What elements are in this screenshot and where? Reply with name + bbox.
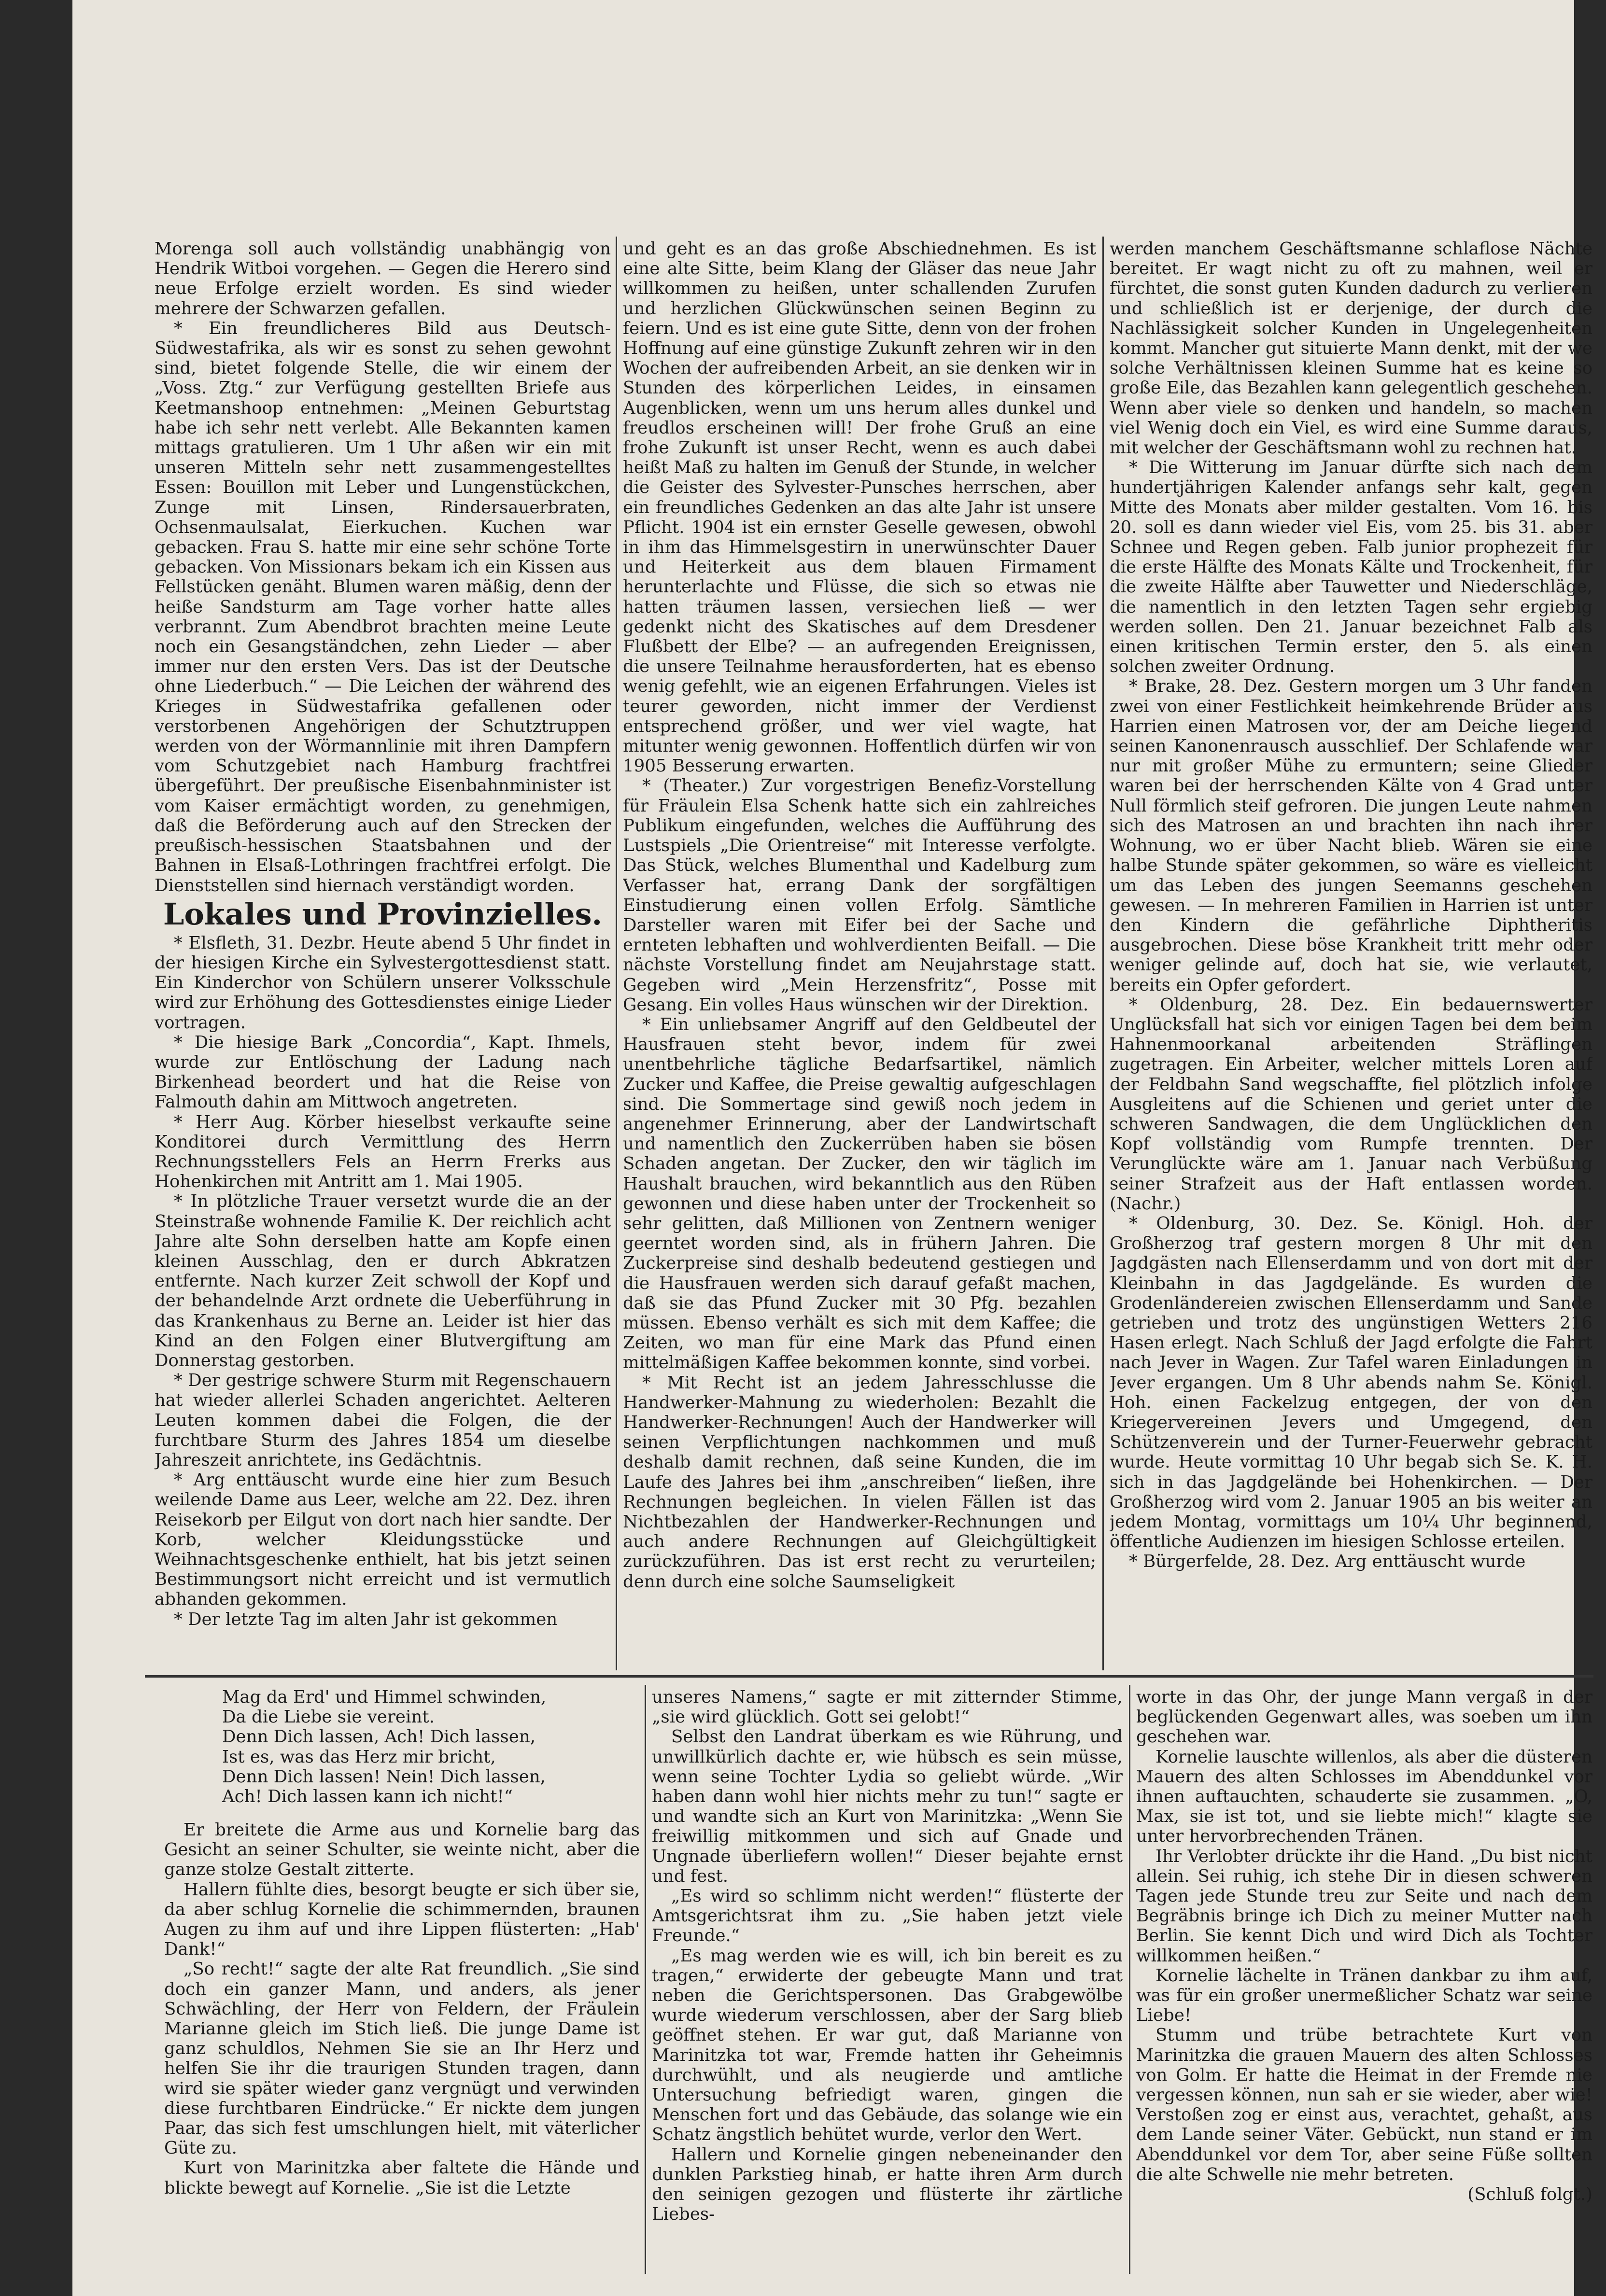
story-paragraph: worte in das Ohr, der junge Mann vergaß in der beglückenden Gegenwart alles, was soeben um ihn geschehen war. (1136, 1687, 1592, 1747)
poem-line: Denn Dich lassen! Nein! Dich lassen, (222, 1766, 546, 1787)
lower-column-3 (1136, 1687, 1592, 2271)
story-paragraph: Kurt von Marinitzka aber faltete die Hände und blickte bewegt auf Kornelie. „Sie ist die Letzte (164, 2158, 640, 2198)
story-paragraph: Kornelie lächelte in Tränen dankbar zu ihm auf, was für ein großer unermeßlicher Schatz war seine Liebe! (1136, 1965, 1592, 2026)
article-paragraph: * (Theater.) Zur vorgestrigen Benefiz-Vorstellung für Fräulein Elsa Schenk hatte sich ein zahlreiches Publikum eingefunden, welches die Aufführung des Lustspiels „Die Orientreise“ mit Interesse verfolgte. Das Stück, welches Blumenthal und Kadelburg zum Verfasser hat, errang Dank der sorgfältigen Einstudierung einen vollen Erfolg. Sämtliche Darsteller waren mit Eifer bei der Sache und ernteten lebhaften und wohlverdienten Beifall. — Die nächste Vorstellung findet am Neujahrstage statt. Gegeben wird „Mein Herzensfritz“, Posse mit Gesang. Ein volles Haus wünschen wir der Direktion. (623, 776, 1096, 1015)
article-paragraph: * Bürgerfelde, 28. Dez. Arg enttäuscht wurde (1129, 1552, 1526, 1572)
story-paragraph: Er breitete die Arme aus und Kornelie barg das Gesicht an seiner Schulter, sie weinte nicht, aber die ganze stolze Gestalt zitterte. (164, 1820, 640, 1880)
article-paragraph: * Elsfleth, 31. Dezbr. Heute abend 5 Uhr findet in der hiesigen Kirche ein Sylvestergottesdienst statt. Ein Kinderchor von Schülern unserer Volksschule wird zur Erhöhung des Gottesdienstes einige Lieder vortragen. (155, 933, 611, 1033)
article-paragraph: * Arg enttäuscht wurde eine hier zum Besuch weilende Dame aus Leer, welche am 22. Dez. ihren Reisekorb per Eilgut von dort nach hier sandte. Der Korb, welcher Kleidungsstücke und Weihnachtsgeschenke enthielt, hat bis jetzt seinen Bestimmungsort nicht erreicht und ist vermutlich abhanden gekommen. (155, 1470, 611, 1610)
story-paragraph: „Es mag werden wie es will, ich bin bereit es zu tragen,“ erwiderte der gebeugte Mann und trat neben die Gerichtspersonen. Das Grabgewölbe wurde wiederum verschlossen, aber der Sarg blieb geöffnet stehen. Er war gut, daß Marianne von Marinitzka tot war, Fremde hatten ihr Geheimnis durchwühlt, und als neugierde und amtliche Untersuchung befriedigt waren, gingen die Menschen fort und das Gebäude, das solange wie ein Schatz ängstlich behütet wurde, verlor den Wert. (652, 1946, 1123, 2145)
article-paragraph: * Ein unliebsamer Angriff auf den Geldbeutel der Hausfrauen steht bevor, indem für zwei unentbehrliche tägliche Bedarfsartikel, nämlich Zucker und Kaffee, die Preise gewaltig aufgeschlagen sind. Die Sommertage sind gewiß noch jedem in angenehmer Erinnerung, aber der Landwirtschaft und namentlich den Zuckerrüben haben sie bösen Schaden angetan. Der Zucker, den wir täglich im Haushalt brauchen, wird bekanntlich aus den Rüben gewonnen und diese haben unter der Trockenheit so sehr gelitten, daß Millionen von Zentnern weniger geerntet worden sind, als in frühern Jahren. Die Zuckerpreise sind deshalb bedeutend gestiegen und die Hausfrauen werden sich darauf gefaßt machen, daß sie das Pfund Zucker mit 30 Pfg. bezahlen müssen. Ebenso verhält es sich mit dem Kaffee; die Zeiten, wo man für eine Mark das Pfund einen mittelmäßigen Kaffee bekommen konnte, sind vorbei. (623, 1014, 1096, 1373)
continuation-note: (Schluß folgt.) (1467, 2184, 1592, 2205)
section-heading: Lokales und Provinzielles. (163, 896, 603, 932)
story-paragraph: Hallern und Kornelie gingen nebeneinander den dunklen Parkstieg hinab, er hatte ihren Arm durch den seinigen gezogen und flüsterte ihr zärtliche Liebes- (652, 2144, 1123, 2225)
poem-line: Mag da Erd' und Himmel schwinden, (222, 1687, 547, 1707)
upper-column-3 (1110, 239, 1592, 1668)
article-paragraph: * Der gestrige schwere Sturm mit Regenschauern hat wieder allerlei Schaden angerichtet. Aelteren Leuten kommen dabei die Folgen, die der furchtbare Sturm des Jahres 1854 um dieselbe Jahreszeit anrichtete, ins Gedächtnis. (155, 1371, 611, 1470)
article-paragraph: * Mit Recht ist an jedem Jahresschlusse die Handwerker-Mahnung zu wiederholen: Bezahlt die Handwerker-Rechnungen! Auch der Handwerker will seinen Verpflichtungen nachkommen und muß deshalb damit rechnen, daß seine Kunden, die im Laufe des Jahres bei ihm „anschreiben“ ließen, ihre Rechnungen begleichen. In vielen Fällen ist das Nichtbezahlen der Handwerker-Rechnungen und auch andere Rechnungen auf Gleichgültigkeit zurückzuführen. Das ist erst recht zu verurteilen; denn durch eine solche Saumseligkeit (623, 1372, 1096, 1592)
newspaper-page (72, 0, 1592, 2296)
story-paragraph: Hallern fühlte dies, besorgt beugte er sich über sie, da aber schlug Kornelie die schimmernden, braunen Augen zu ihm auf und ihre Lippen flüsterten: „Hab' Dank!“ (164, 1879, 640, 1960)
article-paragraph: * In plötzliche Trauer versetzt wurde die an der Steinstraße wohnende Familie K. Der reichlich acht Jahre alte Sohn derselben hatte am Kopfe einen kleinen Ausschlag, den er durch Abkratzen entfernte. Nach kurzer Zeit schwoll der Kopf und der behandelnde Arzt ordnete die Ueberführung in das Krankenhaus zu Berne an. Leider ist hier das Kind an den Folgen einer Blutvergiftung am Donnerstag gestorben. (155, 1191, 611, 1371)
article-paragraph: * Die hiesige Bark „Concordia“, Kapt. Ihmels, wurde zur Entlöschung der Ladung nach Birkenhead beordert und hat die Reise von Falmouth dahin am Mittwoch angetreten. (155, 1032, 611, 1112)
upper-column-1 (155, 239, 611, 1668)
upper-column-2 (623, 239, 1096, 1668)
column-divider (616, 237, 617, 1670)
poem-line: Ist es, was das Herz mir bricht, (222, 1747, 496, 1767)
article-paragraph: * Die Witterung im Januar dürfte sich nach dem hundertjährigen Kalender anfangs sehr kalt, gegen Mitte des Monats aber milder gestalten. Vom 16. bis 20. soll es dann wieder viel Eis, vom 25. bis 31. aber Schnee und Regen geben. Falb junior prophezeit für die erste Hälfte des Monats Kälte und Trockenheit, für die zweite Hälfte aber Tauwetter und Niederschläge, die namentlich in den letzten Tagen sehr ergiebig werden sollen. Den 21. Januar bezeichnet Falb als einen kritischen Termin erster, den 5. als einen solchen zweiter Ordnung. (1110, 458, 1592, 677)
column-divider (1102, 237, 1104, 1670)
story-paragraph: Kornelie lauschte willenlos, als aber die düsteren Mauern des alten Schlosses im Abenddunkel vor ihnen auftauchten, schauderte sie zusammen. „O, Max, sie ist tot, und sie liebte mich!“ klagte sie unter hervorbrechenden Tränen. (1136, 1747, 1592, 1847)
article-paragraph: * Oldenburg, 30. Dez. Se. Königl. Hoh. der Großherzog traf gestern morgen 8 Uhr mit den Jagdgästen nach Ellenserdamm und von dort mit der Kleinbahn in das Jagdgelände. Es wurden die Grodenländereien zwischen Ellenserdamm und Sande getrieben und trotz des ungünstigen Wetters 216 Hasen erlegt. Nach Schluß der Jagd erfolgte die Fahrt nach Jever in Wagen. Zur Tafel waren Einladungen in Jever ergangen. Um 8 Uhr abends nahm Se. Königl. Hoh. einen Fackelzug entgegen, der von den Kriegervereinen Jevers und Umgegend, den Schützenverein und der Turner-Feuerwehr gebracht wurde. Heute vormittag 10 Uhr begab sich Se. K. H. sich in das Jagdgelände bei Hohenkirchen. — Der Großherzog wird vom 2. Januar 1905 an bis weiter an jedem Montag, vormittags um 10¼ Uhr beginnend, öffentliche Audienzen im hiesigen Schlosse erteilen. (1110, 1213, 1592, 1552)
article-paragraph: * Brake, 28. Dez. Gestern morgen um 3 Uhr fanden zwei von einer Festlichkeit heimkehrende Brüder aus Harrien einen Matrosen vor, der am Deiche liegend seinen Kanonenrausch ausschlief. Der Schlafende war nur mit großer Mühe zu ermuntern; seine Glieder waren bei der herrschenden Kälte von 4 Grad unter Null förmlich steif gefroren. Die jungen Leute nahmen sich des Matrosen an und brachten ihn nach ihrer Wohnung, wo er über Nacht blieb. Wären sie eine halbe Stunde später gekommen, so wäre es vielleicht um das Leben des jungen Seemanns geschehen gewesen. — In mehreren Familien in Harrien ist unter den Kindern die gefährliche Diphtheritis ausgebrochen. Diese böse Krankheit tritt mehr oder weniger gelinde auf, doch hat sie, wie verlautet, bereits ein Opfer gefordert. (1110, 676, 1592, 995)
article-paragraph: und geht es an das große Abschiednehmen. Es ist eine alte Sitte, beim Klang der Gläser das neue Jahr willkommen zu heißen, unter schallenden Zurufen und herzlichen Glückwünschen seinen Beginn zu feiern. Und es ist eine gute Sitte, denn von der frohen Hoffnung auf eine günstige Zukunft zehren wir in den Wochen der aufreibenden Arbeit, an sie denken wir in Stunden des körperlichen Leides, in einsamen Augenblicken, wenn um uns herum alles dunkel und freudlos erscheinen will! Der frohe Gruß an eine frohe Zukunft ist unser Recht, wenn es auch dabei heißt Maß zu halten im Genuß der Stunde, in welcher die Geister des Sylvester-Punsches herrschen, aber ein freundliches Gedenken an das alte Jahr ist unsere Pflicht. 1904 ist ein ernster Geselle gewesen, obwohl in ihm das Himmelsgestirn in unerwünschter Dauer und Heiterkeit aus dem blauen Firmament herunterlachte und Flüsse, die sich so etwas nie hatten träumen lassen, versiechen ließ — wer gedenkt nicht des Skatisches auf dem Dresdener Flußbett der Elbe? — an aufregenden Ereignissen, die unsere Teilnahme herausforderten, hat es ebenso wenig gefehlt, wie an eigenen Erfahrungen. Vieles ist teurer geworden, nicht immer der Verdienst entsprechend größer, und wer viel wagte, hat mitunter wenig gewonnen. Hoffentlich dürfen wir von 1905 Besserung erwarten. (623, 239, 1096, 776)
story-paragraph: Ihr Verlobter drückte ihr die Hand. „Du bist nicht allein. Sei ruhig, ich stehe Dir in diesen schweren Tagen jede Stunde treu zur Seite und nach dem Begräbnis bringe ich Dich zu meiner Mutter nach Berlin. Sie kennt Dich und wird Dich als Tochter willkommen heißen.“ (1136, 1846, 1592, 1966)
article-paragraph: * Herr Aug. Körber hieselbst verkaufte seine Konditorei durch Vermittlung des Herrn Rechnungsstellers Fels an Herrn Frerks aus Hohenkirchen mit Antritt am 1. Mai 1905. (155, 1112, 611, 1192)
story-paragraph: „So recht!“ sagte der alte Rat freundlich. „Sie sind doch ein ganzer Mann, und anders, als jener Schwächling, der Herr von Feldern, der Fräulein Marianne gleich im Stich ließ. Die junge Dame ist ganz schuldlos, Nehmen Sie sie an Ihr Herz und helfen Sie ihr die traurigen Stunden tragen, dann wird sie später wieder ganz vergnügt und verwinden diese furchtbaren Eindrücke.“ Er nickte dem jungen Paar, das sich fest umschlungen hielt, mit väterlicher Güte zu. (164, 1959, 640, 2158)
section-divider (145, 1675, 1593, 1678)
poem-line: Denn Dich lassen, Ach! Dich lassen, (222, 1727, 536, 1747)
column-divider (645, 1685, 646, 2274)
story-paragraph: „Es wird so schlimm nicht werden!“ flüsterte der Amtsgerichtsrat ihm zu. „Sie haben jetzt viele Freunde.“ (652, 1886, 1123, 1946)
article-paragraph: * Ein freundlicheres Bild aus Deutsch-Südwestafrika, als wir es sonst zu sehen gewohnt sind, bietet folgende Stelle, die wir einem der „Voss. Ztg.“ zur Verfügung gestellten Briefe aus Keetmanshoop entnehmen: „Meinen Geburtstag habe ich sehr nett verlebt. Alle Bekannten kamen mittags gratulieren. Um 1 Uhr aßen wir ein mit unseren Mitteln sehr nett zusammengestelltes Essen: Bouillon mit Leber und Lungenstückchen, Zunge mit Linsen, Rindersauerbraten, Ochsenmaulsalat, Eierkuchen. Kuchen war gebacken. Frau S. hatte mir eine sehr schöne Torte gebacken. Von Missionars bekam ich ein Kissen aus Fellstücken genäht. Blumen waren mäßig, denn der heiße Sandsturm am Tage vorher hatte alles verbrannt. Zum Abendbrot brachten meine Leute noch ein Gesangständchen, zehn Lieder — aber immer nur den ersten Vers. Das ist der Deutsche ohne Liederbuch.“ — Die Leichen der während des Krieges in Südwestafrika gefallenen oder verstorbenen Angehörigen der Schutztruppen werden von der Wörmannlinie mit ihren Dampfern vom Schutzgebiet nach Hamburg frachtfrei übergeführt. Der preußische Eisenbahnminister ist vom Kaiser ermächtigt worden, zu genehmigen, daß die Beförderung auch auf den Strecken der preußisch-hessischen Staatsbahnen und der Bahnen in Elsaß-Lothringen frachtfrei erfolgt. Die Dienststellen sind hiernach verständigt worden. (155, 318, 611, 896)
column-divider (1129, 1685, 1130, 2274)
story-paragraph: Stumm und trübe betrachtete Kurt von Marinitzka die grauen Mauern des alten Schlosses von Golm. Er hatte die Heimat in der Fremde nie vergessen können, nun sah er sie wieder, aber wie! Verstoßen zog er einst aus, verachtet, gehaßt, aus dem Lande seiner Väter. Gebückt, nun stand er im Abenddunkel vor dem Tor, aber seine Füße sollten die alte Schwelle nie mehr betreten. (1136, 2025, 1592, 2184)
story-paragraph: unseres Namens,“ sagte er mit zitternder Stimme, „sie wird glücklich. Gott sei gelobt!“ (652, 1687, 1123, 1727)
article-paragraph: * Der letzte Tag im alten Jahr ist gekommen (174, 1609, 558, 1629)
article-paragraph: * Oldenburg, 28. Dez. Ein bedauernswerter Unglücksfall hat sich vor einigen Tagen bei dem beim Hahnenmoorkanal arbeitenden Sträflingen zugetragen. Ein Arbeiter, welcher mittels Loren auf der Feldbahn Sand wegschaffte, fiel plötzlich infolge Ausgleitens auf die Schienen und geriet unter die schweren Sandwagen, die dem Unglücklichen den Kopf vollständig vom Rumpfe trennten. Der Verunglückte wäre am 1. Januar nach Verbüßung seiner Strafzeit aus der Haft entlassen worden. (Nachr.) (1110, 994, 1592, 1214)
article-paragraph: Morenga soll auch vollständig unabhängig von Hendrik Witboi vorgehen. — Gegen die Herero sind neue Erfolge erzielt worden. Es sind wieder mehrere der Schwarzen gefallen. (155, 239, 611, 319)
poem-line: Ach! Dich lassen kann ich nicht!“ (222, 1787, 513, 1807)
lower-column-2 (652, 1687, 1123, 2271)
lower-column-1-text (164, 1820, 640, 2271)
story-paragraph: Selbst den Landrat überkam es wie Rührung, und unwillkürlich dachte er, wie hübsch es sein müsse, wenn seine Tochter Lydia so geliebt würde. „Wir haben dann wohl hier nichts mehr zu tun!“ sagte er und wandte sich an Kurt von Marinitzka: „Wenn Sie freiwillig mitkommen und sich auf Gnade und Ungnade überliefern wollen!“ Dieser bejahte ernst und fest. (652, 1727, 1123, 1886)
poem-line: Da die Liebe sie vereint. (222, 1707, 435, 1727)
article-paragraph: werden manchem Geschäftsmanne schlaflose Nächte bereitet. Er wagt nicht zu oft zu mahnen, weil er fürchtet, die sonst guten Kunden dadurch zu verlieren und schließlich ist er derjenige, der durch die Nachlässigkeit solcher Kunden in Ungelegenheiten kommt. Mancher gut situierte Mann denkt, mit der we solche Verhältnissen kleinen Summe hat es keine so große Eile, das Bezahlen kann gelegentlich geschehen. Wenn aber viele so denken und handeln, so machen viel Wenig doch ein Viel, es wird eine Summe daraus, mit welcher der Geschäftsmann wohl zu rechnen hat. (1110, 239, 1592, 458)
